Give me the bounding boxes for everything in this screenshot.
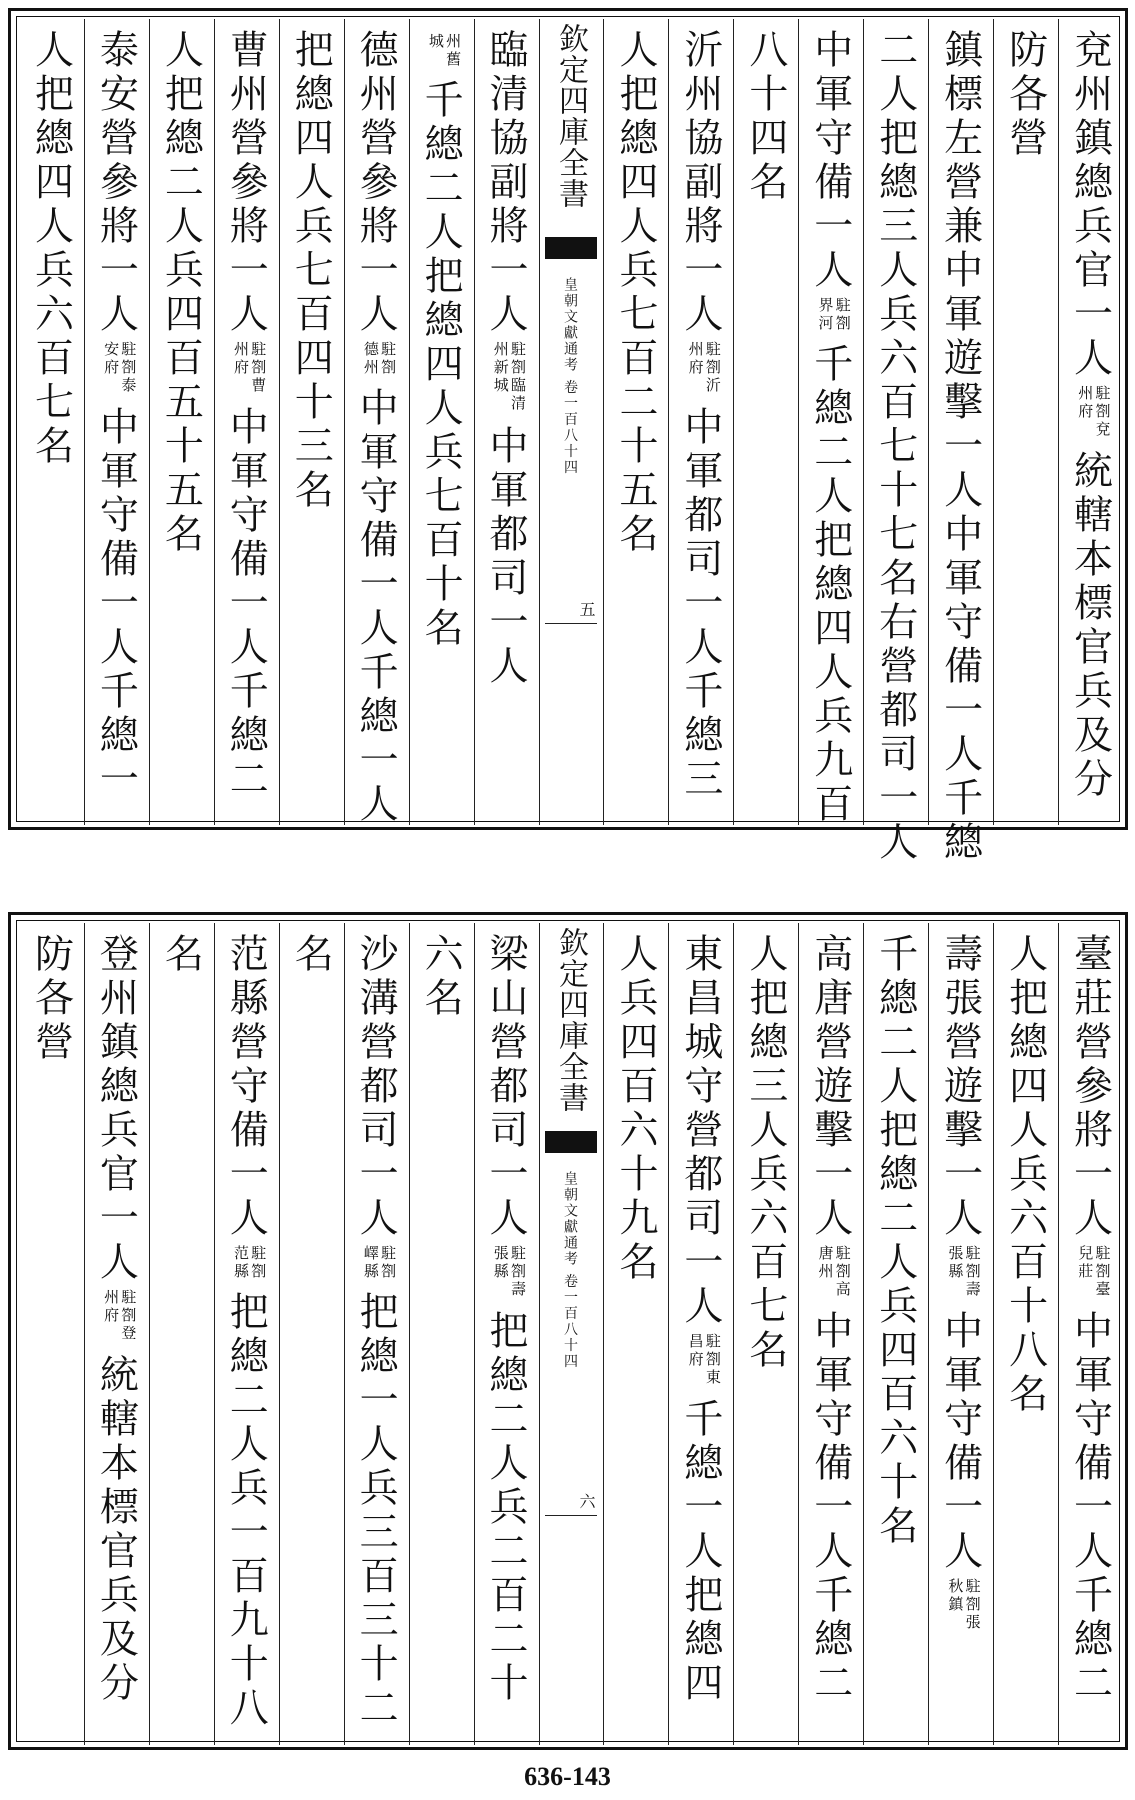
center-column [539, 923, 604, 1745]
column-rule [539, 19, 540, 825]
text-column [668, 923, 733, 1745]
column-rule [668, 19, 669, 825]
text-column [84, 923, 149, 1745]
text-column [993, 923, 1058, 1745]
main-text-continued: 中軍守備一人千總二 [807, 1310, 853, 1706]
text-column [409, 923, 474, 1745]
annotation-note: 駐劄登州府 [102, 1289, 138, 1343]
main-text: 泰安營參將一人 [93, 29, 139, 337]
annotation-note: 州舊城 [426, 33, 463, 69]
column-rule [84, 19, 85, 825]
annotation-note: 駐劄壽張縣 [491, 1245, 528, 1299]
column-rule [409, 19, 410, 825]
text-column [279, 19, 344, 825]
text-column [1058, 923, 1123, 1745]
text-column [863, 923, 928, 1745]
page-tick [545, 623, 598, 624]
main-text-continued: 中軍守備一人 [937, 1310, 983, 1574]
main-text: 壽張營遊擊一人 [937, 933, 983, 1241]
text-column [19, 923, 84, 1745]
main-text: 名 [158, 933, 204, 977]
column-rule [733, 19, 734, 825]
column-rule [733, 923, 734, 1745]
main-text-continued: 千總二人把總四人兵九百 [807, 343, 853, 827]
column-rule [603, 923, 604, 1745]
annotation-note: 駐劄兗州府 [1076, 385, 1112, 439]
page-number-footer: 636-143 [524, 1762, 611, 1791]
fishtail-mark [545, 1131, 598, 1153]
text-column [733, 923, 798, 1745]
annotation-note: 駐劄范縣 [232, 1245, 268, 1281]
center-column [539, 19, 604, 825]
column-rule [928, 19, 929, 825]
column-rule [214, 19, 215, 825]
text-column [344, 19, 409, 825]
main-text: 沂州協副將一人 [677, 29, 723, 337]
column-rule [84, 923, 85, 1745]
volume-label: 皇朝文獻通考 卷一百八十四 [561, 277, 578, 476]
page-bottom [8, 912, 1128, 1750]
main-text: 臨清協副將一人 [483, 29, 529, 337]
page-top [8, 8, 1128, 865]
main-text: 六名 [418, 933, 464, 1021]
main-text: 把總四人兵七百四十三名 [288, 29, 334, 513]
text-column [798, 923, 863, 1745]
text-column [733, 19, 798, 825]
annotation-note: 駐劄張秋鎮 [946, 1578, 982, 1632]
main-text-continued: 千總一人把總四 [677, 1398, 723, 1706]
main-text-continued: 統轄本標官兵及分 [93, 1354, 139, 1706]
main-text-continued: 中軍都司一人 [483, 425, 529, 689]
annotation-note: 駐劄德州 [361, 341, 398, 377]
column-rule [798, 923, 799, 1745]
text-column [928, 19, 993, 865]
book-title: 欽定四庫全書 [552, 927, 588, 1113]
folio-number: 五 [576, 601, 596, 617]
main-text: 人把總二人兵四百五十五名 [158, 29, 204, 557]
column-rule [279, 923, 280, 1745]
main-text-continued: 把總一人兵三百三十二 [353, 1291, 399, 1731]
column-rule [474, 923, 475, 1745]
main-text-continued: 中軍守備一人千總一人 [353, 387, 399, 827]
main-text: 名 [288, 933, 334, 977]
main-text: 德州營參將一人 [353, 29, 399, 337]
column-rule [279, 19, 280, 825]
text-column [474, 19, 539, 825]
column-rule [474, 19, 475, 825]
main-text: 人把總四人兵六百十八名 [1002, 933, 1048, 1417]
text-column [19, 19, 84, 825]
main-text-continued: 中軍守備一人千總二 [223, 406, 269, 802]
annotation-note: 駐劄嶧縣 [361, 1245, 398, 1281]
main-text: 范縣營守備一人 [223, 933, 269, 1241]
main-text-continued: 把總二人兵二百二十 [483, 1310, 529, 1706]
main-text-continued: 中軍守備一人千總二 [1067, 1310, 1113, 1706]
main-text-continued: 統轄本標官兵及分 [1067, 450, 1113, 802]
volume-label: 皇朝文獻通考 卷一百八十四 [561, 1171, 578, 1370]
main-text: 防各營 [1002, 29, 1048, 161]
text-column [84, 19, 149, 825]
text-column [214, 923, 279, 1745]
main-text-continued: 中軍都司一人千總三 [677, 406, 723, 802]
annotation-note: 駐劄東昌府 [686, 1333, 722, 1387]
main-text-continued: 把總二人兵一百九十八 [223, 1291, 269, 1731]
main-text: 沙溝營都司一人 [353, 933, 399, 1241]
main-text: 防各營 [28, 933, 74, 1065]
main-text: 東昌城守營都司一人 [677, 933, 723, 1329]
annotation-note: 駐劄沂州府 [686, 341, 722, 395]
column-rule [863, 19, 864, 825]
main-text: 曹州營參將一人 [223, 29, 269, 337]
column-rule [1058, 19, 1059, 825]
main-text: 兗州鎮總兵官一人 [1067, 29, 1113, 381]
column-rule [798, 19, 799, 825]
text-column [668, 19, 733, 825]
text-column [149, 923, 214, 1745]
main-text: 人把總四人兵六百七名 [28, 29, 74, 469]
column-rule [1058, 923, 1059, 1745]
page-tick [545, 1515, 598, 1516]
folio-number: 六 [576, 1493, 596, 1509]
main-text: 登州鎮總兵官一人 [93, 933, 139, 1285]
text-column [279, 923, 344, 1745]
main-text-continued: 千總二人把總四人兵七百十名 [418, 79, 464, 651]
fishtail-mark [545, 237, 598, 259]
column-rule [344, 923, 345, 1745]
main-text: 中軍守備一人 [807, 29, 853, 293]
main-text: 八十四名 [742, 29, 788, 205]
main-text-continued: 中軍守備一人千總一 [93, 406, 139, 802]
main-text: 臺莊營參將一人 [1067, 933, 1113, 1241]
main-text: 千總二人把總二人兵四百六十名 [872, 933, 918, 1549]
text-column [149, 19, 214, 825]
annotation-note: 駐劄高唐州 [816, 1245, 852, 1299]
main-text: 人把總三人兵六百七名 [742, 933, 788, 1373]
text-column [409, 19, 474, 825]
text-column [1058, 19, 1123, 825]
column-rule [668, 923, 669, 1745]
column-rule [539, 923, 540, 1745]
column-rule [149, 19, 150, 825]
text-column [798, 19, 863, 825]
text-column [863, 19, 928, 865]
text-column [928, 923, 993, 1745]
annotation-note: 駐劄臨清州新城 [491, 341, 528, 413]
text-column [474, 923, 539, 1745]
column-rule [863, 923, 864, 1745]
column-rule [344, 19, 345, 825]
column-rule [603, 19, 604, 825]
annotation-note: 駐劄界河 [816, 297, 852, 333]
main-text: 人把總四人兵七百二十五名 [612, 29, 658, 557]
column-rule [409, 923, 410, 1745]
text-column [344, 923, 409, 1745]
main-text: 鎮標左營兼中軍遊擊一人中軍守備一人千總 [937, 29, 983, 865]
column-rule [214, 923, 215, 1745]
column-rule [993, 19, 994, 825]
column-rule [928, 923, 929, 1745]
book-title: 欽定四庫全書 [552, 23, 588, 209]
text-column [603, 19, 668, 825]
text-column [993, 19, 1058, 825]
annotation-note: 駐劄泰安府 [102, 341, 138, 395]
main-text: 梁山營都司一人 [483, 933, 529, 1241]
annotation-note: 駐劄臺兒莊 [1076, 1245, 1112, 1299]
column-rule [149, 923, 150, 1745]
text-column [603, 923, 668, 1745]
main-text: 高唐營遊擊一人 [807, 933, 853, 1241]
annotation-note: 駐劄曹州府 [232, 341, 268, 395]
text-column [214, 19, 279, 825]
annotation-note: 駐劄壽張縣 [946, 1245, 982, 1299]
main-text: 二人把總三人兵六百七十七名右營都司一人 [872, 29, 918, 865]
main-text: 人兵四百六十九名 [612, 933, 658, 1285]
column-rule [993, 923, 994, 1745]
